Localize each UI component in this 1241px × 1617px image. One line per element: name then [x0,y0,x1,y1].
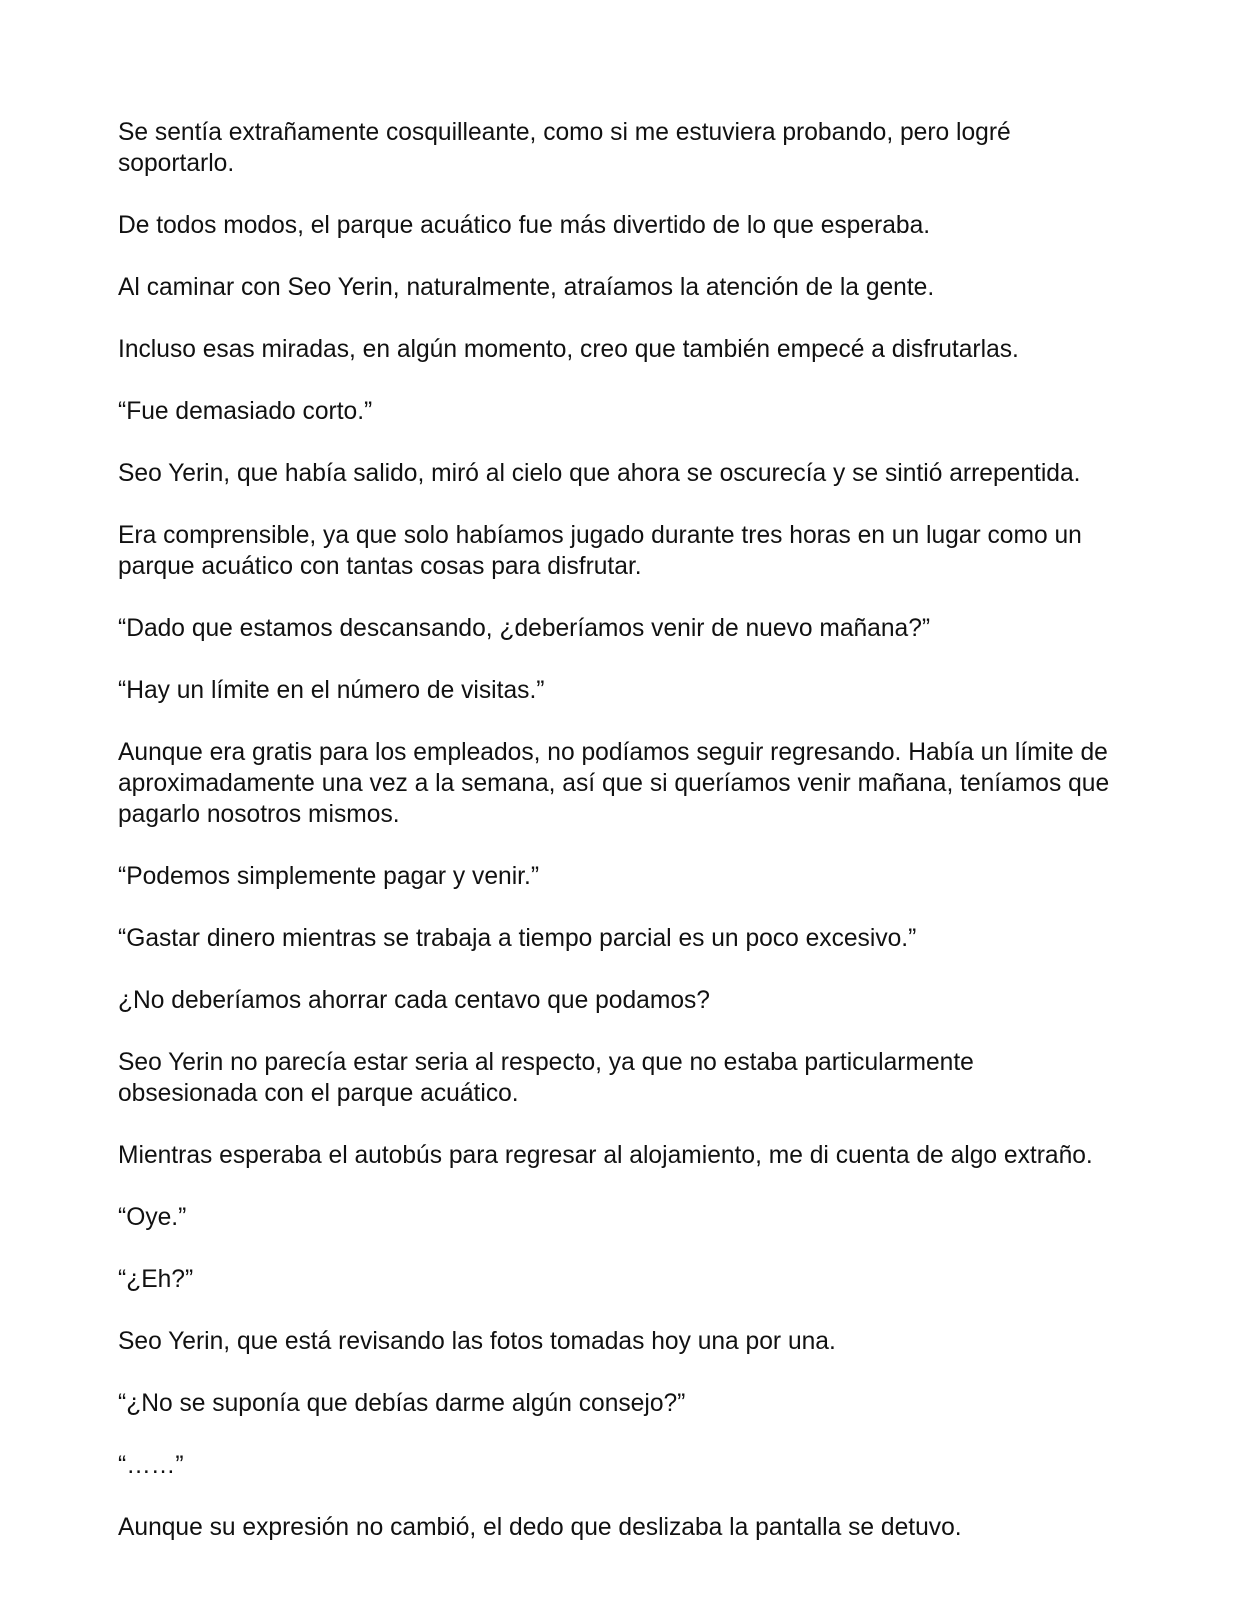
dialogue-line: “Gastar dinero mientras se trabaja a tiempo parcial es un poco excesivo.” [118,925,917,952]
paragraph: Era comprensible, ya que solo habíamos jugado durante tres horas en un lugar como un parque acuático con tantas cosas para disfrutar. [118,522,1082,580]
dialogue-line: “Podemos simplemente pagar y venir.” [118,863,540,890]
paragraph: Incluso esas miradas, en algún momento, creo que también empecé a disfrutarlas. [118,336,1019,363]
dialogue-line: “¿Eh?” [118,1266,194,1293]
paragraph: Seo Yerin, que había salido, miró al cielo que ahora se oscurecía y se sintió arrepentida. [118,460,1081,487]
paragraph: Seo Yerin, que está revisando las fotos tomadas hoy una por una. [118,1328,836,1355]
dialogue-line: “……” [118,1452,184,1479]
paragraph: Aunque era gratis para los empleados, no podíamos seguir regresando. Había un límite de aproximadamente una vez a la semana, así que si queríamos venir mañana, teníamos que pagarlo nosotros mismos. [118,739,1110,828]
dialogue-line: “Hay un límite en el número de visitas.” [118,677,545,704]
dialogue-line: “Fue demasiado corto.” [118,398,373,425]
dialogue-line: “Dado que estamos descansando, ¿deberíamos venir de nuevo mañana?” [118,615,931,642]
dialogue-line: “¿No se suponía que debías darme algún consejo?” [118,1390,686,1417]
paragraph: ¿No deberíamos ahorrar cada centavo que podamos? [118,987,710,1014]
paragraph: Se sentía extrañamente cosquilleante, como si me estuviera probando, pero logré soportarlo. [118,119,1011,177]
paragraph: Aunque su expresión no cambió, el dedo que deslizaba la pantalla se detuvo. [118,1514,962,1541]
body-text [118,117,1118,1543]
paragraph: Mientras esperaba el autobús para regresar al alojamiento, me di cuenta de algo extraño. [118,1142,1093,1169]
paragraph: Al caminar con Seo Yerin, naturalmente, atraíamos la atención de la gente. [118,274,935,301]
paragraph: De todos modos, el parque acuático fue más divertido de lo que esperaba. [118,212,931,239]
paragraph: Seo Yerin no parecía estar seria al respecto, ya que no estaba particularmente obsesionada con el parque acuático. [118,1049,974,1107]
dialogue-line: “Oye.” [118,1204,187,1231]
